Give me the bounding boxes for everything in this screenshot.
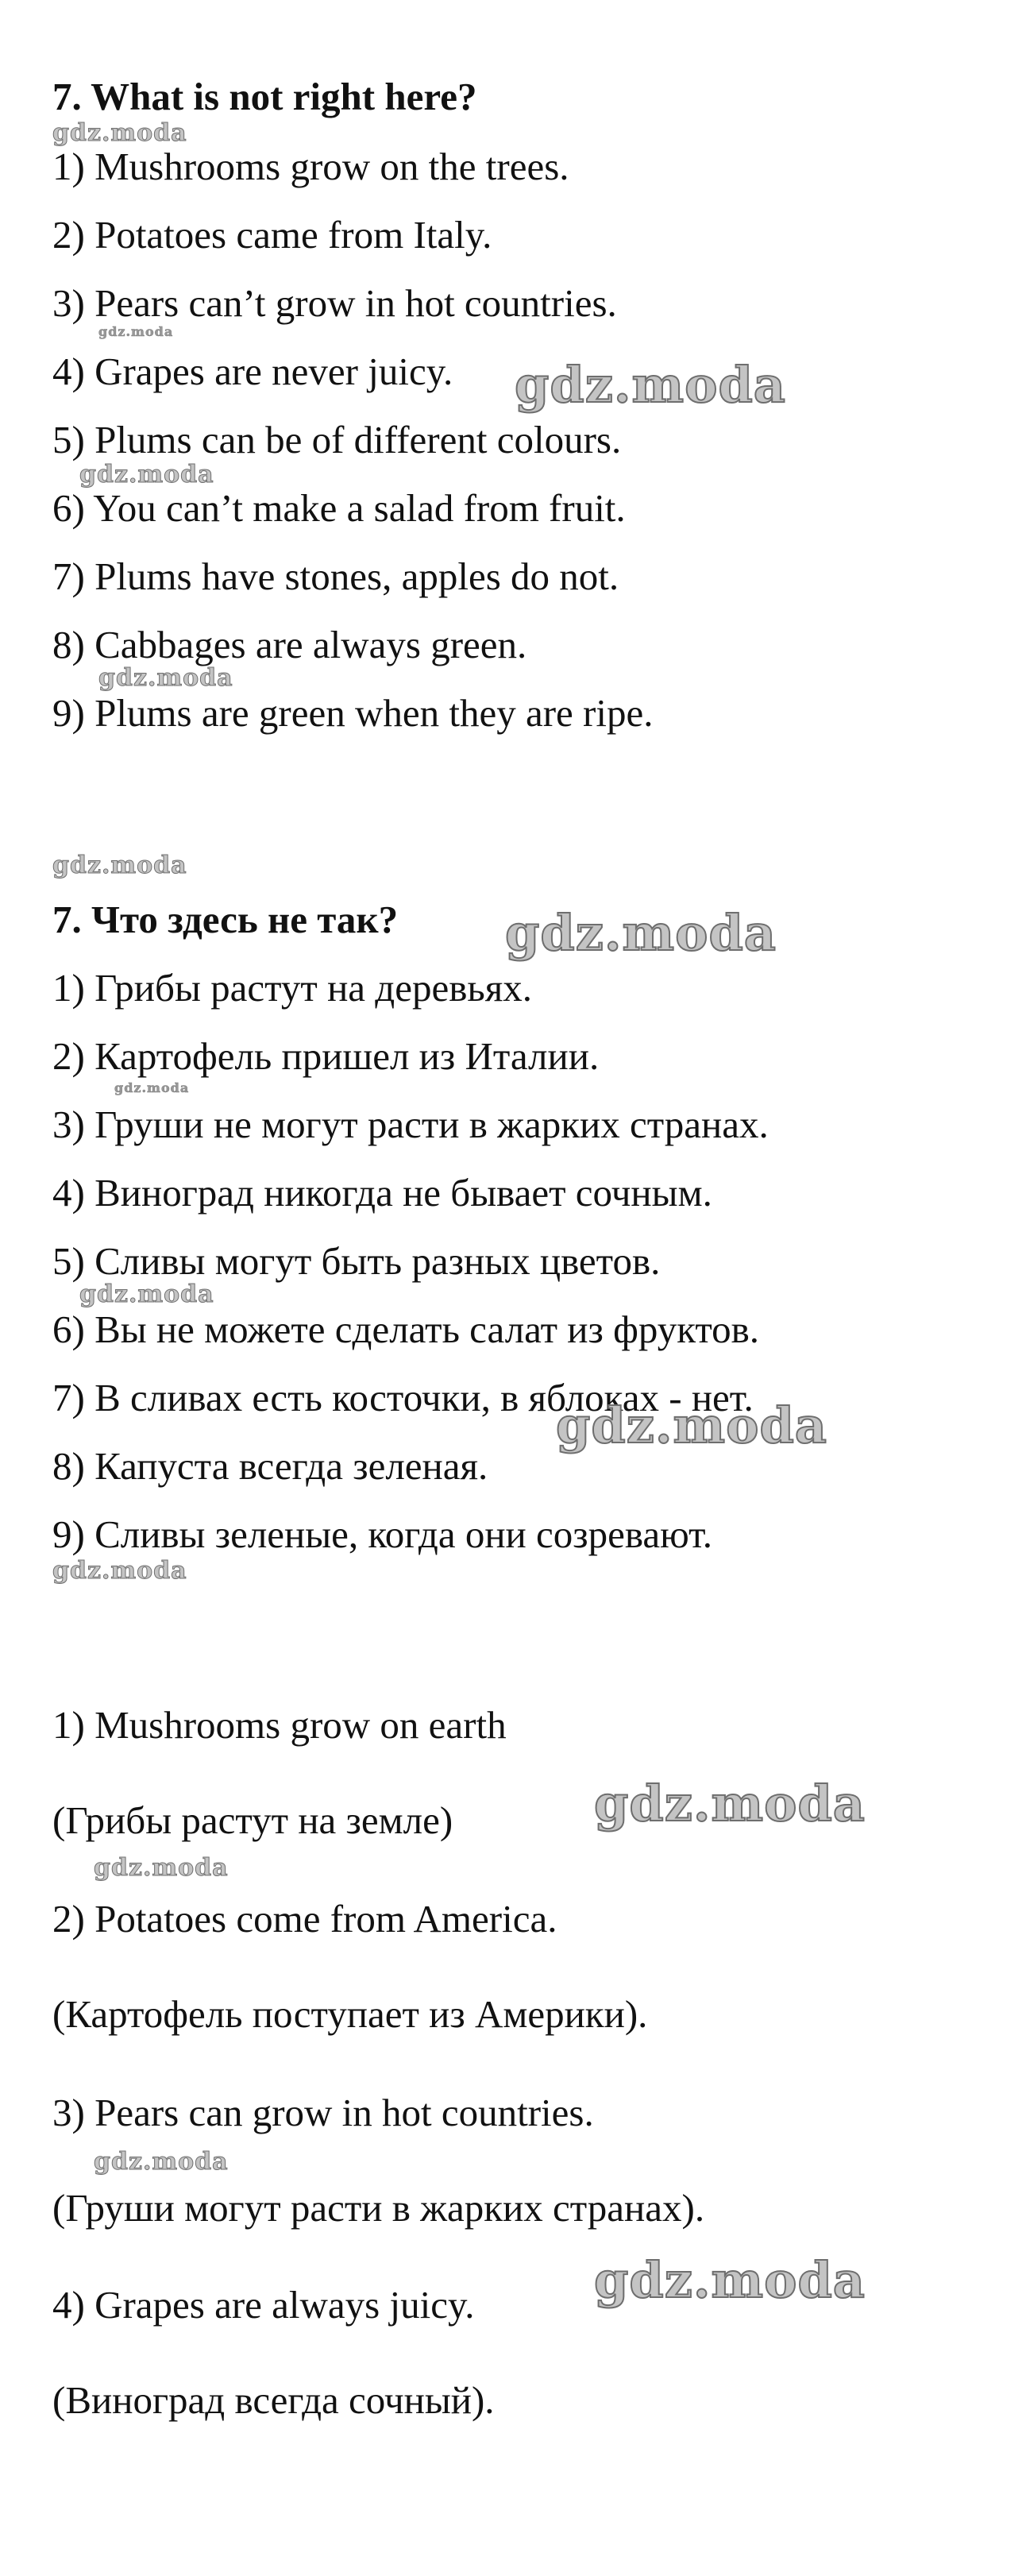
english-item-1: 1) Mushrooms grow on the trees.	[52, 145, 569, 188]
watermark: gdz.moda	[505, 904, 777, 962]
watermark: gdz.moda	[515, 356, 786, 414]
english-item-6: 6) You can’t make a salad from fruit.	[52, 486, 626, 530]
watermark: gdz.moda	[594, 2251, 866, 2309]
watermark: gdz.moda	[114, 1080, 190, 1095]
russian-item-6: 6) Вы не можете сделать салат из фруктов.	[52, 1307, 760, 1351]
english-item-8: 8) Cabbages are always green.	[52, 623, 527, 666]
answer-4-english: 4) Grapes are always juicy.	[52, 2283, 475, 2327]
watermark: gdz.moda	[98, 664, 233, 692]
answer-3-russian: (Груши могут расти в жарких странах).	[52, 2186, 705, 2230]
watermark: gdz.moda	[594, 1775, 866, 1833]
watermark: gdz.moda	[94, 2148, 229, 2176]
english-item-4: 4) Grapes are never juicy.	[52, 350, 453, 393]
russian-item-1: 1) Грибы растут на деревьях.	[52, 966, 532, 1010]
watermark: gdz.moda	[94, 1854, 229, 1882]
answer-2-russian: (Картофель поступает из Америки).	[52, 1992, 648, 2036]
english-item-2: 2) Potatoes came from Italy.	[52, 213, 492, 257]
russian-item-4: 4) Виноград никогда не бывает сочным.	[52, 1171, 712, 1215]
watermark: gdz.moda	[556, 1396, 827, 1454]
watermark: gdz.moda	[79, 1280, 214, 1308]
watermark: gdz.moda	[52, 119, 187, 147]
russian-item-2: 2) Картофель пришел из Италии.	[52, 1034, 600, 1078]
english-heading: 7. What is not right here?	[52, 75, 477, 118]
watermark: gdz.moda	[98, 324, 174, 339]
watermark: gdz.moda	[52, 1557, 187, 1585]
answer-2-english: 2) Potatoes come from America.	[52, 1897, 557, 1941]
russian-item-7: 7) В сливах есть косточки, в яблоках - нет.	[52, 1376, 754, 1419]
russian-item-9: 9) Сливы зеленые, когда они созревают.	[52, 1512, 713, 1556]
watermark: gdz.moda	[79, 461, 214, 489]
russian-item-8: 8) Капуста всегда зеленая.	[52, 1444, 488, 1488]
english-item-3: 3) Pears can’t grow in hot countries.	[52, 281, 617, 325]
russian-item-3: 3) Груши не могут расти в жарких странах.	[52, 1103, 769, 1146]
russian-item-5: 5) Сливы могут быть разных цветов.	[52, 1239, 661, 1283]
answer-1-russian: (Грибы растут на земле)	[52, 1798, 453, 1842]
english-item-7: 7) Plums have stones, apples do not.	[52, 554, 619, 598]
russian-heading: 7. Что здесь не так?	[52, 898, 399, 941]
english-item-5: 5) Plums can be of different colours.	[52, 418, 622, 462]
answer-3-english: 3) Pears can grow in hot countries.	[52, 2091, 594, 2134]
watermark: gdz.moda	[52, 852, 187, 879]
answer-4-russian: (Виноград всегда сочный).	[52, 2378, 495, 2422]
answer-1-english: 1) Mushrooms grow on earth	[52, 1703, 507, 1747]
english-item-9: 9) Plums are green when they are ripe.	[52, 691, 654, 735]
